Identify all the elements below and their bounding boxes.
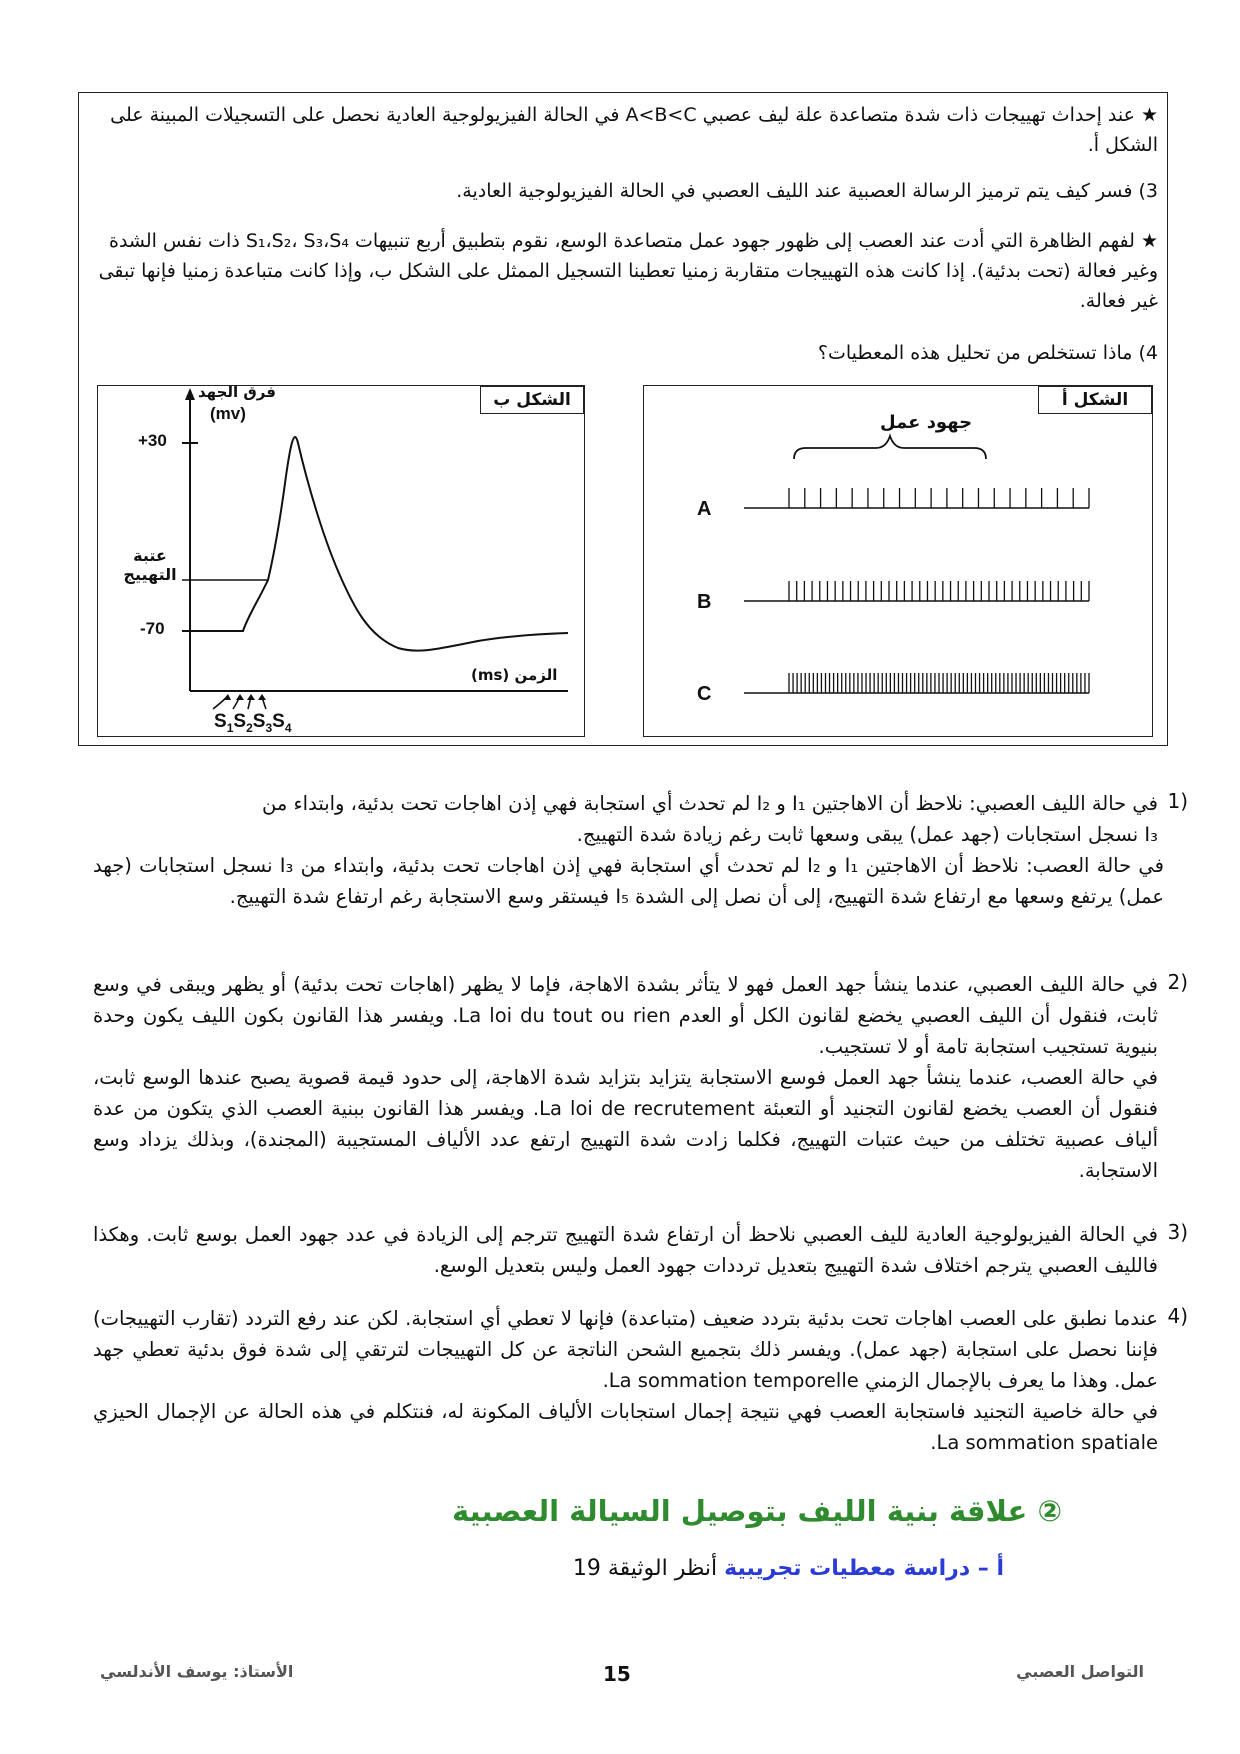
answer-1 xyxy=(93,788,1164,912)
answer-3: في الحالة الفيزيولوجية العادية لليف العصبي نلاحظ أن ارتفاع شدة التهييج تترجم إلى الزيادة في عدد جهود العمل بوسع ثابت. وهكذا فالليف العصبي يترجم اختلاف شدة التهييج بتعديل ترددات جهود العمل وليس بتعديل الوسع. xyxy=(93,1223,1158,1277)
stimuli-labels xyxy=(214,711,292,735)
answer-1-line-1: في حالة الليف العصبي: نلاحظ أن الاهاجتين I₁ و I₂ لم تحدث أي استجابة فهي إذن اهاجات تحت بدئية، وابتداء من xyxy=(262,792,1158,815)
y-axis-unit: (mv) xyxy=(210,404,246,423)
answer-4 xyxy=(93,1303,1158,1458)
intro-paragraph-1: ★ عند إحداث تهييجات ذات شدة متصاعدة علة ليف عصبي A<B<C في الحالة الفيزيولوجية العادية نحصل على التسجيلات المبينة على الشكل أ. xyxy=(110,104,1158,156)
figure-a-label: الشكل أ xyxy=(1038,386,1152,414)
trace-label-b: B xyxy=(697,591,712,613)
answer-2-number: 2) xyxy=(1167,970,1188,994)
answer-4-paragraph-1: عندما نطبق على العصب اهاجات تحت بدئية بتردد ضعيف (متباعدة) فإنها لا تعطي أي استجابة. لكن عند رفع التردد (تقارب التهييجات) فإننا نحصل على استجابة (جهد عمل). ويفسر ذلك بتجميع الشحن الناتجة عن كل التهييجات لترتقي إلى شدة فوق بدئية تعطي جهد عمل. وهذا ما يعرف بالإجمال الزمني La sommation temporelle. xyxy=(93,1307,1158,1392)
tick-label-plus30: +30 xyxy=(138,431,167,450)
stimulus-s1: $S_1$ xyxy=(214,711,234,735)
question-4: 4) ماذا تستخلص من تحليل هذه المعطيات؟ xyxy=(817,342,1158,364)
answer-1-line-2: I₃ نسجل استجابات (جهد عمل) يبقى وسعها ثابت رغم زيادة شدة التهييج. xyxy=(576,823,1158,846)
tick-label-minus70: -70 xyxy=(140,619,165,638)
figure-b xyxy=(97,385,585,737)
answer-4-paragraph-2: في حالة خاصية التجنيد فاستجابة العصب فهي نتيجة إجمال استجابات الألياف المكونة له، فنتكلم في هذه الحالة عن الإجمال الحيزي La sommation spatiale. xyxy=(93,1400,1158,1454)
brace-label: جهود عمل xyxy=(880,412,973,433)
answer-2-paragraph-1: في حالة الليف العصبي، عندما ينشأ جهد العمل فهو لا يتأثر بشدة الاهاجة، فإما لا يظهر (اهاجات تحت بدئية) أو يظهر ويبقى في وسع ثابت، فنقول أن الليف العصبي يخضع لقانون الكل أو العدم La loi du tout ou rien. ويفسر هذا القانون بكون الليف يكون وحدة بنيوية تستجيب استجابة تامة أو لا تستجيب. xyxy=(93,973,1158,1058)
stimulus-s2: $S_2$ xyxy=(233,711,253,735)
answer-1-line-3: في حالة العصب: نلاحظ أن الاهاجتين I₁ و I₂ لم تحدث أي استجابة فهي إذن اهاجات تحت بدئية، وابتداء من I₃ نسجل استجابات (جهد عمل) يرتفع وسعها مع ارتفاع شدة التهييج، إلى أن نصل إلى الشدة I₅ فيستقر وسع الاستجابة رغم ارتفاع شدة التهييج. xyxy=(93,854,1164,908)
intro-paragraph-2: ★ لفهم الظاهرة التي أدت عند العصب إلى ظهور جهود عمل متصاعدة الوسع، نقوم بتطبيق أربع تنبيهات S₁،S₂، S₃،S₄ ذات نفس الشدة وغير فعالة (تحت بدئية). إذا كانت هذه التهييجات متقاربة زمنيا تعطينا التسجيل الممثل على الشكل ب، وإذا كانت متباعدة زمنيا فإنها تبقى غير فعالة. xyxy=(98,230,1158,312)
stimulus-s3: $S_3$ xyxy=(252,711,273,735)
footer-author: الأستاذ: يوسف الأندلسي xyxy=(100,1662,294,1681)
subtitle-prefix: أ – دراسة معطيات تجريبية xyxy=(724,1556,1004,1581)
figure-a xyxy=(643,385,1153,737)
action-potential-curve xyxy=(198,437,568,651)
trace-label-c: C xyxy=(697,683,712,705)
threshold-label: عتبة التهييج xyxy=(123,546,177,584)
y-axis-label: فرق الجهد xyxy=(198,383,276,401)
section-title: ② علاقة بنية الليف بتوصيل السيالة العصبية xyxy=(452,1494,1062,1528)
page-number: 15 xyxy=(603,1662,631,1686)
stimulus-s4: $S_4$ xyxy=(272,711,292,735)
footer-chapter: التواصل العصبي xyxy=(1016,1662,1144,1681)
stimulus-arrows xyxy=(213,694,266,709)
answer-1-number: 1) xyxy=(1167,789,1188,813)
subtitle-reference: أنظر الوثيقة 19 xyxy=(572,1556,718,1581)
figure-b-label: الشكل ب xyxy=(480,386,584,414)
figure-a-chart xyxy=(644,386,1152,736)
answer-2 xyxy=(93,969,1158,1186)
y-axis-arrow xyxy=(185,388,195,400)
answer-2-paragraph-2: في حالة العصب، عندما ينشأ جهد العمل فوسع الاستجابة يتزايد بتزايد شدة الاهاجة، إلى حدود قيمة قصوية يصبح عندها الوسع ثابت، فنقول أن العصب يخضع لقانون التجنيد أو التعبئة La loi de recrutement. ويفسر هذا القانون ببنية العصب الذي يتكون من عدة ألياف عصبية تختلف من حيث عتبات التهييج، فكلما زادت شدة التهييج ارتفع عدد الألياف المستجيبة (المجندة)، وبذلك يزداد وسع الاستجابة. xyxy=(93,1066,1158,1182)
section-subtitle xyxy=(573,1556,1004,1581)
answer-4-number: 4) xyxy=(1167,1304,1188,1328)
x-axis-label: الزمن (ms) xyxy=(471,666,558,684)
trace-label-a: A xyxy=(697,498,712,520)
spikes-brace xyxy=(794,436,986,459)
question-3: 3) فسر كيف يتم ترميز الرسالة العصبية عند الليف العصبي في الحالة الفيزيولوجية العادية. xyxy=(456,180,1158,202)
answer-3-number: 3) xyxy=(1167,1220,1188,1244)
